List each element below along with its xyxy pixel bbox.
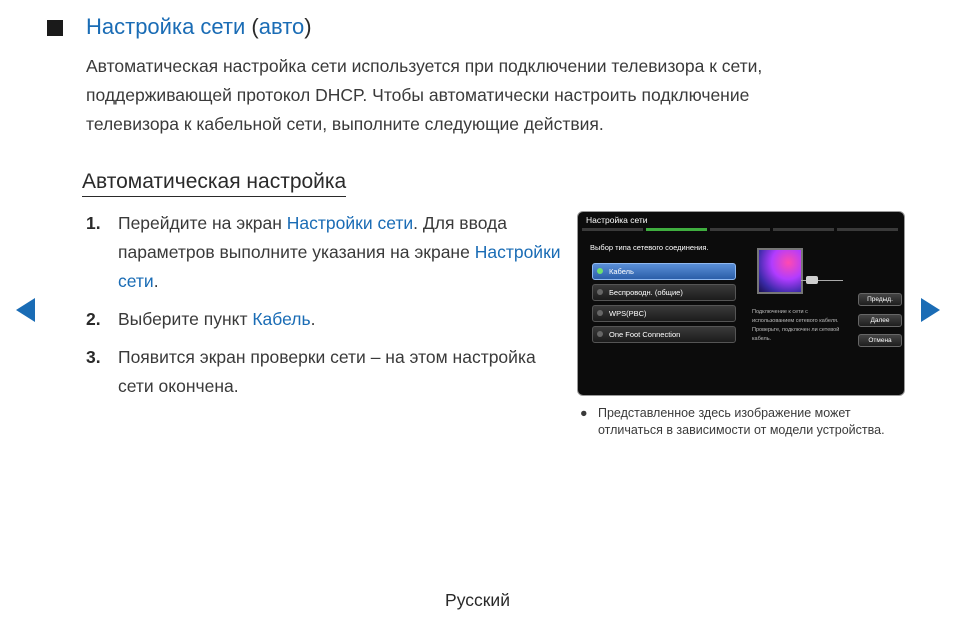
step-number: 2.: [86, 309, 101, 329]
tv-screen-title: Настройка сети: [586, 215, 648, 225]
section-bullet-square: [47, 20, 63, 36]
progress-step-active: [646, 228, 707, 231]
tv-option-label: Беспроводн. (общие): [609, 288, 683, 297]
step-number: 3.: [86, 347, 101, 367]
title-main: Настройка сети: [86, 14, 246, 39]
tv-option-wps[interactable]: [592, 305, 736, 322]
tv-progress-bar: [582, 228, 898, 231]
tv-option-cable[interactable]: [592, 263, 736, 280]
tv-next-button[interactable]: Далее: [858, 314, 902, 327]
tv-option-label: Кабель: [609, 267, 634, 276]
steps-list: [86, 209, 566, 410]
image-note: [580, 405, 918, 439]
progress-step: [837, 228, 898, 231]
cable-link[interactable]: Кабель: [252, 309, 311, 329]
tv-prompt: Выбор типа сетевого соединения.: [590, 243, 709, 252]
step-text: .: [310, 309, 316, 329]
network-settings-link[interactable]: Настройки сети: [286, 213, 414, 233]
progress-step: [773, 228, 834, 231]
step-item: [86, 209, 566, 296]
intro-paragraph: Автоматическая настройка сети используется при подключении телевизора к сети, поддерживающей протокол DHCP. Чтобы автоматически настроить подключение телевизора к кабельной сети, выполните следующие действия.: [86, 56, 763, 134]
radio-dot-icon: [597, 268, 603, 274]
tv-option-wireless[interactable]: [592, 284, 736, 301]
progress-step: [582, 228, 643, 231]
radio-dot-icon: [597, 289, 603, 295]
tv-option-one-foot[interactable]: [592, 326, 736, 343]
network-settings-link[interactable]: Настройки сети: [118, 242, 561, 291]
tv-screen-image-icon: [757, 248, 803, 294]
step-item: [86, 305, 566, 334]
note-text: Представленное здесь изображение может отличаться в зависимости от модели устройства.: [598, 406, 885, 437]
tv-screenshot: [577, 211, 905, 396]
step-text: Перейдите на экран: [118, 213, 287, 233]
cable-plug-icon: [806, 276, 818, 284]
section-heading: Автоматическая настройка: [82, 170, 346, 197]
tv-option-label: One Foot Connection: [609, 330, 681, 339]
title-auto: авто: [258, 14, 305, 39]
radio-dot-icon: [597, 331, 603, 337]
tv-cancel-button[interactable]: Отмена: [858, 334, 902, 347]
tv-option-label: WPS(PBC): [609, 309, 647, 318]
step-item: [86, 343, 566, 401]
previous-page-arrow-icon[interactable]: [16, 298, 35, 322]
step-text: . Для ввода параметров выполните указания на экране: [118, 213, 507, 262]
radio-dot-icon: [597, 310, 603, 316]
title-paren-open: (: [245, 14, 259, 39]
next-page-arrow-icon[interactable]: [921, 298, 940, 322]
step-text: Появится экран проверки сети – на этом настройка сети окончена.: [118, 347, 536, 396]
title-paren-close: ): [304, 14, 312, 39]
step-text: Выберите пункт: [118, 309, 253, 329]
step-number: 1.: [86, 213, 101, 233]
step-text: .: [153, 271, 159, 291]
tv-description: Подключение к сети с использованием сетевого кабеля. Проверьте, подключен ли сетевой кабель.: [752, 309, 840, 342]
tv-previous-button[interactable]: Предыд.: [858, 293, 902, 306]
progress-step: [710, 228, 771, 231]
note-bullet: ●: [580, 406, 588, 420]
page-title: [86, 14, 312, 40]
page-footer-language: Русский: [445, 590, 510, 610]
